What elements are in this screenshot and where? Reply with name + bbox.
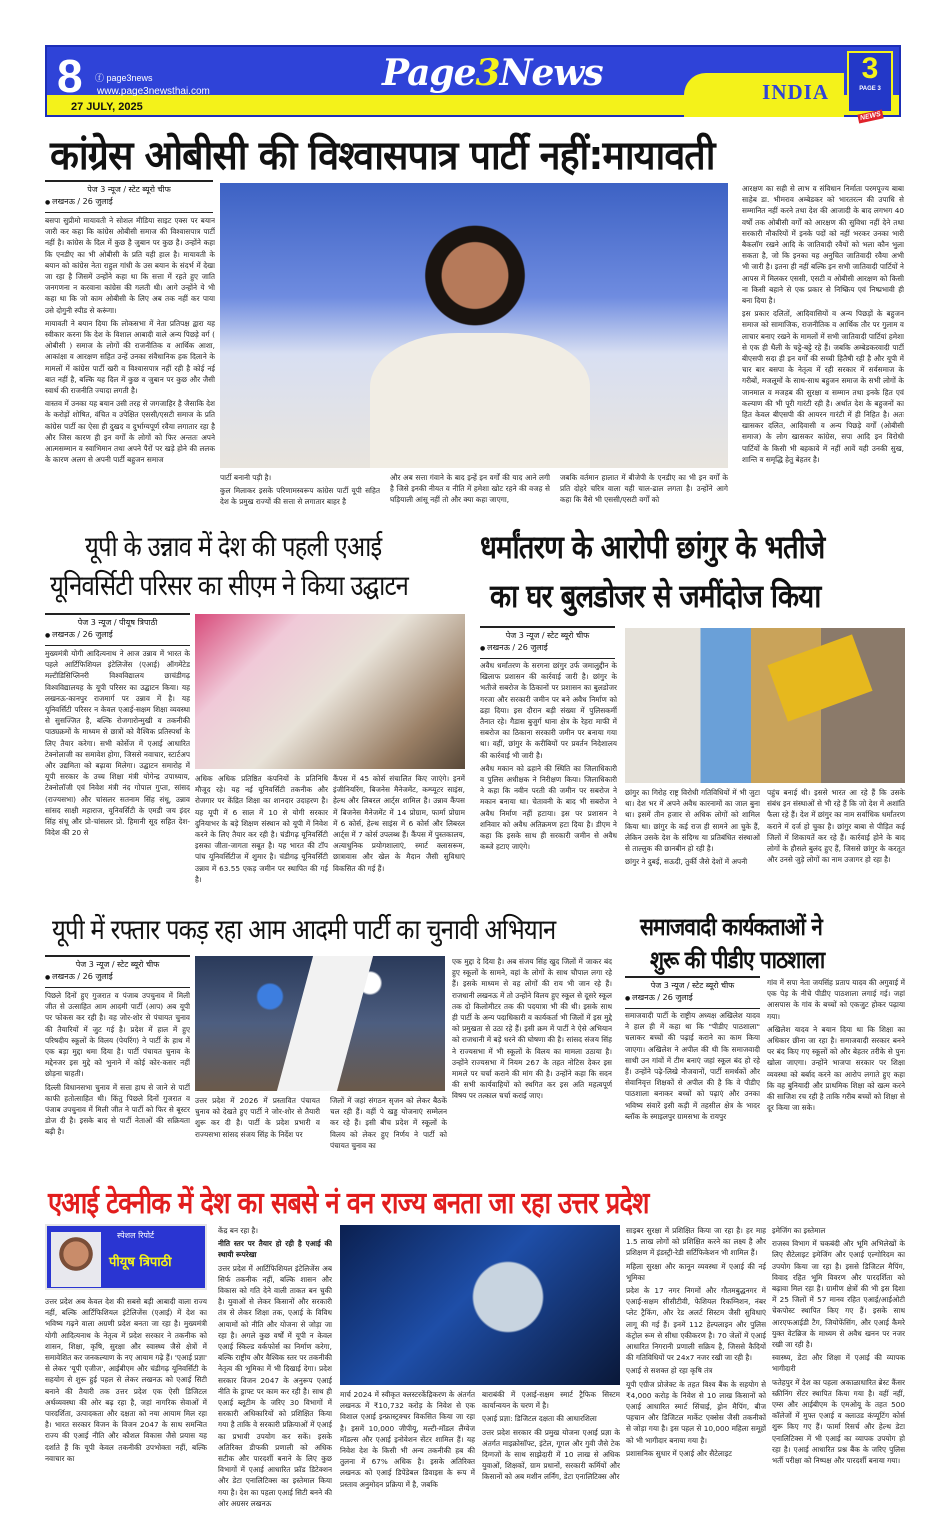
paragraph: इमेजिंग का इस्तेमाल — [772, 1226, 826, 1235]
photo-aap-rally — [195, 956, 445, 1091]
headline-unnao-line2[interactable]: यूनिवर्सिटी परिसर का सीएम ने किया उद्घाटन — [50, 569, 408, 602]
headline-chhangur-line2[interactable]: का घर बुलडोजर से जमींदोज किया — [490, 577, 821, 615]
paragraph: स्वास्थ्य, डेटा और शिक्षा में एआई की व्यापक भागीदारी — [772, 1353, 905, 1374]
paragraph: मार्च 2024 में स्वीकृत क्लस्टरकेंद्रिकरण के अंतर्गत लखनऊ में ₹10,732 करोड़ के निवेश से एक विशाल एआई इन्फ्रास्ट्रक्चर विकसित किया जा रहा है। इसमें 10,000 जीपीयू, मल्टी-मॉडल लैंग्वेज मॉडल्स और एआई इनोवेशन सेंटर शामिल हैं। यह निवेश देश के किसी भी अन्य तकनीकी हब की तुलना में 67% अधिक है। इसके अतिरिक्त लखनऊ को एआई डिपेंडेबल डिवाइस के रूप में प्रस्ताव अनुमोदन प्रक्रिया में है, जबकि — [340, 1390, 475, 1489]
article-column — [333, 773, 465, 908]
article-column — [220, 472, 380, 517]
paragraph: साइबर सुरक्षा में प्रशिक्षित किया जा रहा है। हर माह 1.5 लाख लोगों को प्रशिक्षित करने का लक्ष्य है और प्रशिक्षण में इंडस्ट्री-रेडी सर्टिफिकेशन भी शामिल हैं। — [626, 1226, 766, 1258]
byline-author: पेज 3 न्यूज / स्टेट ब्यूरो चीफ — [87, 185, 171, 194]
byline — [480, 626, 615, 659]
headline-pda-line1[interactable]: समाजवादी कार्यकताओं ने — [640, 913, 822, 941]
headline-chhangur-line1[interactable]: धर्मांतरण के आरोपी छांगुर के भतीजे — [480, 528, 825, 566]
paragraph: दिल्ली विधानसभा चुनाव में सत्ता हाथ से जाने से पार्टी काफी हतोत्साहित थी। किंतु पिछले दिनों गुजरात व पंजाब उपचुनाव में मिली जीत ने पार्टी को फिर से बूस्टर डोज दी है। इसके बाद से पार्टी नेताओं की सक्रियता बढ़ी है। — [45, 1082, 190, 1137]
facebook-handle — [95, 71, 153, 84]
article-column — [390, 472, 550, 517]
paragraph: एक मुद्दा दे दिया है। अब संजय सिंह खुद जिलों में जाकर बंद हुए स्कूलों के सामने, वहां के लोगों के साथ चौपाल लगा रहे हैं। इसके माध्यम से वह लोगों की राय भी जान रहे हैं। राजधानी लखनऊ में तो उन्होंने विलय हुए स्कूल से दूसरे स्कूल तक दो किलोमीटर तक की पदयात्रा भी की थी। इसके साथ ही पार्टी के अन्य पदाधिकारी व कार्यकर्ता भी जिलों में इस मुद्दे को प्रमुखता से उठा रहे हैं। इसी क्रम में पार्टी ने ऐसे अभियान को राजधानी में बड़े धरने की घोषणा की है। सांसद संजय सिंह ने राज्यसभा में भी स्कूलों के विलय का मामला उठाया है। उन्होंने राज्यसभा में नियम 267 के तहत नोटिस देकर इस मामले पर चर्चा कराने की मांग की है। उन्होंने कहा कि सदन की सभी कार्यवाहियों को स्थगित कर इस अति महत्वपूर्ण विषय पर तत्काल चर्चा कराई जाए। — [452, 957, 612, 1101]
masthead-logo — [382, 52, 603, 94]
article-column — [482, 1389, 620, 1527]
paragraph: उत्तर प्रदेश सरकार की प्रमुख योजना एआई प्रज्ञा के अंतर्गत माइक्रोसॉफ्ट, इंटेल, गूगल और गुवी जैसे टेक दिग्गजों के साथ साझेदारी में 10 लाख से अधिक युवाओं, शिक्षकों, ग्राम प्रधानों, सरकारी कर्मियों और किसानों को अब मशीन लर्निंग, डेटा एनालिटिक्स और — [482, 1427, 620, 1482]
article-column — [218, 1225, 332, 1527]
headline-aap[interactable]: यूपी में रफ्तार पकड़ रहा आम आदमी पार्टी का चुनावी अभियान — [52, 913, 556, 946]
photo-subject-body — [370, 333, 590, 468]
article-column — [742, 183, 904, 516]
article-column — [625, 1010, 760, 1167]
edition-label: INDIA — [762, 80, 829, 104]
issue-date: 27 JULY, 2025 — [71, 101, 143, 113]
article-column — [45, 215, 215, 515]
logo-text: PAGE 3 — [859, 86, 881, 92]
article-column — [767, 977, 905, 1167]
paragraph: राजस्व विभाग में चकबंदी और भूमि अभिलेखों के लिए सैटेलाइट इमेजिंग और एआई एल्गोरिदम का उपयोग किया जा रहा है। इससे डिजिटल मैपिंग, विवाद रहित भूमि विवरण और पारदर्शिता को बढ़ावा मिल रहा है। ग्रामीण क्षेत्रों की भी इस दिशा में 25 जिलों में 57 मानव रहित एआई/आईओटी चेकपोस्ट स्थापित किए गए हैं। इसके साथ आरएफआईडी टैग, जियोफेंसिंग, और एआई कैमरे युक्त वेटब्रिज के माध्यम से अवैध खनन पर नजर रखी जा रही है। — [772, 1239, 905, 1350]
paragraph: बसपा सुप्रीमो मायावती ने सोशल मीडिया साइट एक्स पर बयान जारी कर कहा कि कांग्रेस ओबीसी समाज की विश्वासपात्र पार्टी नहीं है। कांग्रेस के दिल में कुछ है जुबान पर कुछ है। उन्होंने कहा कि एनडीए का भी ओबीसी के प्रति यही हाल है। मायावती के बयान को कांग्रेस नेता राहुल गांधी के उस बयान के संदर्भ में देखा जा रहा है जिसमें उन्होंने कहा था कि सत्ता में रहते हुए जाति जनगणना न करवाना कांग्रेस की गलती थी। आगे उन्होंने ये भी कहा था कि जो काम ओबीसी के लिए अब तक नहीं कर पाया उसे दोगुनी स्पीड से करूंगा। — [45, 216, 215, 315]
paragraph: कुल मिलाकर इसके परिणामस्वरूप कांग्रेस पार्टी यूपी सहित देश के प्रमुख राज्यों की सत्ता से लगातार बाहर है — [220, 486, 380, 507]
byline — [45, 955, 190, 988]
paragraph: गांव में सपा नेता जयसिंह प्रताप यादव की अगुवाई में एक पेड़ के नीचे पीडीए पाठशाला लगाई गई। जहां आसपास के गांव के बच्चों को एकजुट होकर पढ़ाया गया। — [767, 978, 905, 1021]
byline-author: पेज 3 न्यूज / स्टेट ब्यूरो चीफ — [505, 631, 590, 640]
paragraph: जबकि वर्तमान हालात में बीजेपी के एनडीए का भी इन वर्गों के प्रति दोहरे चरित्र वाला यही चाल-ढाल लगता है। उन्होंने आगे कहा कि वैसे भी एससी/एसटी वर्गों को — [560, 473, 728, 505]
article-column — [195, 773, 328, 908]
headline-unnao-line1[interactable]: यूपी के उन्नाव में देश की पहली एआई — [85, 530, 382, 563]
author-box — [45, 1224, 207, 1290]
paragraph: उत्तर प्रदेश में 2026 में प्रस्तावित पंचायत चुनाव को देखते हुए पार्टी ने जोर-शोर से तैयारी शुरू कर दी है। पार्टी के प्रदेश प्रभारी व राज्यसभा सांसद संजय सिंह के निर्देश पर — [195, 1096, 320, 1139]
paragraph: अधिक अधिक प्रतिष्ठित कंपनियों के प्रतिनिधि मौजूद रहे। यह नई यूनिवर्सिटी तकनीक और रोजगार पर केंद्रित शिक्षा का शानदार उदाहरण है। यह यूपी में 6 साल में 10 से योगी सरकार दुनियाभर के बड़े शिक्षण संस्थान को यूपी में निवेश करने के लिए तैयार कर रही है। चंडीगढ़ यूनिवर्सिटी इसका जीता-जागता सबूत है। यह भारत की टॉप पांच यूनिवर्सिटीज में शुमार है। चंडीगढ़ यूनिवर्सिटी उन्नाव में 63.55 एकड़ जमीन पर स्थापित की गई है। — [195, 774, 328, 884]
paragraph: इस प्रकार दलितों, आदिवासियों व अन्य पिछड़ों के बहुजन समाज को सामाजिक, राजनीतिक व आर्थिक तौर पर गुलाम व लाचार बनाए रखने के मामलों में सभी जातिवादी पार्टियां हमेशा से एक ही थैली के चट्टे-बट्टे रहे हैं। जबकि अम्बेडकरवादी पार्टी बीएसपी सदा ही इन वर्गों की सच्ची हितैषी रही है और यूपी में चार बार बसपा के नेतृत्व में रही सरकार में सर्वसमाज के गरीबों, मजलूमों के साथ-साथ बहुजन समाज के सभी लोगों के जानमाल व मजहब की सुरक्षा व सम्मान तथा इनके हित एवं कल्याण की भी पूरी गारंटी रही है। अर्थात देश के बहुजनों का हित केवल बीएसपी की आयरन गारंटी में ही निहित है। अतः खासकर दलित, आदिवासी व अन्य पिछड़े वर्गों (ओबीसी समाज) के लोग खासकर कांग्रेस, सपा आदि इन विरोधी पार्टियों के किसी भी बहकावे में नहीं आवें यही उनकी सुख, शान्ति व समृद्धि हेतु बेहतर है। — [742, 309, 904, 464]
article-column — [330, 1095, 447, 1167]
paragraph: जिलों में जहां संगठन सृजन को लेकर बैठकें चल रही हैं। वहीं पे खड्ड योजनाएं सम्मेलन कर रहे हैं। इसी बीच प्रदेश में स्कूलों के विलय को लेकर हुए निर्णय ने पार्टी को पंचायत चुनाव का — [330, 1096, 447, 1150]
paragraph: पिछले दिनों हुए गुजरात व पंजाब उपचुनाव में मिली जीत से उत्साहित आम आदमी पार्टी (आप) अब यूपी पर फोकस कर रही है। वह जोर-शोर से पंचायत चुनाव की तैयारियों में जुट गई है। प्रदेश में हाल में हुए परिषदीय स्कूलों के विलय (पेयरिंग) ने पार्टी के हाथ में एक बड़ा मुद्दा थमा दिया है। पार्टी पंचायत चुनाव के मद्देनजर इस मुद्दे को भुनाने में कोई कोर-कसर नहीं छोड़ना चाहती। — [45, 991, 190, 1079]
author-photo — [51, 1232, 101, 1287]
website-link[interactable]: www.page3newsthai.com — [97, 86, 210, 97]
paragraph: मायावती ने बयान दिया कि लोकसभा में नेता प्रतिपक्ष द्वारा यह स्वीकार करना कि देश के विशाल आबादी वाले अन्य पिछड़े वर्ग ( ओबीसी ) समाज के लोगों की राजनीतिक व आर्थिक आशा, आकांक्षा व आरक्षण सहित उन्हें उनका संवैधानिक हक दिलाने के मामलों में कांग्रेस पार्टी खरी व विश्वासपात्र नहीं रही है कोई नई बात नहीं है, बल्कि यह दिल में कुछ व जुबान पर कुछ और जैसी स्वार्थ की राजनीति ज्यादा लगती है। — [45, 318, 215, 396]
dateline: ● लखनऊ / 26 जुलाई — [625, 992, 760, 1005]
byline — [45, 180, 213, 213]
paragraph: महिला सुरक्षा और कानून व्यवस्था में एआई की नई भूमिका — [626, 1261, 766, 1282]
paragraph: एआई से सशक्त हो रहा कृषि तंत्र — [626, 1366, 713, 1376]
paragraph-group — [218, 1263, 332, 1509]
paragraph: केंद्र बन रहा है। — [218, 1226, 259, 1235]
dateline: ● लखनऊ / 26 जुलाई — [45, 196, 213, 209]
paragraph: अवैध धर्मांतरण के सरगना छांगुर उर्फ जमालुद्दीन के खिलाफ प्रशासन की कार्रवाई जारी है। छांगुर के भतीजे सबरोज के ठिकानों पर प्रशासन का बुलडोजर गरजा और सरकारी जमीन पर बने अवैध निर्माण को ढहा दिया। इस दौरान बड़ी संख्या में पुलिसकर्मी तैनात रहे। गैडास बुजुर्ग थाना क्षेत्र के रेहरा माफी में सबरोज का ठिकाना सरकारी जमीन पर बनाया गया था। वहीं, छांगुर के करीबियों पर प्रवर्तन निदेशालय की कार्रवाई भी जारी है। — [480, 661, 617, 760]
paragraph: छांगुर का गिरोह राष्ट्र विरोधी गतिविधियों में भी जुटा था। देश भर में अपने अवैध कारनामों का जाल बुना था। इसमें तीन हजार से अधिक लोगों को शामिल किया था। छांगुर के कई राज ही सामने आ चुके हैं, लेकिन उसके देश के संदिग्ध या प्रतिबंधित संस्थाओं से ताल्लुक की छानबीन हो रही है। — [625, 788, 760, 854]
photo-ai-robot — [340, 1225, 620, 1385]
byline — [45, 613, 190, 646]
byline-author: पेज 3 न्यूज / पीयूष त्रिपाठी — [77, 618, 158, 627]
photo-banner — [277, 956, 373, 1091]
article-column — [45, 1296, 207, 1526]
logo-digit: 3 — [861, 52, 879, 85]
paragraph: अवैध मकान को ढहाने की स्थिति का जिलाधिकारी व पुलिस अधीक्षक ने निरीक्षण किया। जिलाधिकारी ने कहा कि नवीन परती की जमीन पर सबरोज ने मकान बनाया था। चेतावनी के बाद भी सबरोज ने अवैध निर्माण नहीं हटाया। इस पर प्रशासन ने शनिवार को अवैध अतिक्रमण हटा दिया है। डीएम ने कहा कि इसके साथ ही सरकारी जमीन से अवैध कब्जे हटाए जाएंगे। — [480, 763, 617, 852]
headline-ai-up[interactable]: एआई टेक्नीक में देश का सबसे नं वन राज्य बनता जा रहा उत्तर प्रदेश — [48, 1186, 649, 1221]
article-column — [625, 787, 760, 907]
paragraph: मुख्यमंत्री योगी आदित्यनाथ ने आज उन्नाव में भारत के पहले आर्टिफिशियल इंटेलिजेंस (एआई) ऑगमेंटेड मल्टीडिसिप्लिनरी विश्वविद्यालय छाचंडीगढ़ विश्वविद्यालयह के यूपी परिसर का उद्घाटन किया। यह लखनऊ-कानपुर राजमार्ग पर उन्नाव में है। यह यूनिवर्सिटी परिसर न केवल एआई-सक्षम शिक्षा व्यवस्था से सुसज्जित है, बल्कि रोजगारोन्मुखी व तकनीकी पाठ्यक्रमों के माध्यम से छात्रों को वैश्विक प्रतिस्पर्धा के लिए तैयार करेगा। सभी कोर्सेज में एआई आधारित टेक्नोलाजी का समावेश होगा, जिससे नवाचार, स्टार्टअप और उद्यमिता को बढ़ावा मिलेगा। उद्घाटन समारोह में यूपी सरकार के उच्च शिक्षा मंत्री योगेन्द्र उपाध्याय, टेक्नोलॉजी एवं निवेश मंत्री नंद गोपाल गुप्ता, सांसद (राज्यसभा) और चांसलर सतनाम सिंह संधू, उन्नाव सांसद साक्षी महाराज, यूनिवर्सिटी के एमडी जय इंदर सिंह संधू और प्रो-चांसलर प्रो. हिमानी सूद सहित देश-विदेश की 20 से — [45, 649, 190, 838]
paragraph: पहुंच बनाई थी। इससे भारत आ रहे हैं कि उसके संबंध इन संस्थाओं से भी रहे हैं कि जो देश में अशांति फैला रहे हैं। देश में छांगुर का नाम सर्वाधिक धर्मांतरण कराने में दर्ज हो चुका है। छांगुर बाबा से पीड़ित कई जिलों में शिकायतें कर रहे हैं। कार्रवाई होने के बाद लोगों के हौसले बुलंद हुए हैं, जिससे छांगुर के करतूत और उनसे जुड़े लोगों का नाम उजागर हो रहा है। — [767, 788, 905, 865]
facebook-text: page3news — [106, 73, 153, 83]
logo-word-news: News — [499, 52, 603, 94]
article-column — [45, 648, 190, 908]
dateline: ● लखनऊ / 26 जुलाई — [45, 971, 190, 984]
paragraph: कैंपस में 45 कोर्स संचालित किए जाएंगे। इनमें इंजीनियरिंग, बिजनेस मैनेजमेंट, कम्प्यूटर साइंस, हेल्थ और लिबरल आर्ट्स शामिल है। उन्नाव कैंपस में बिजनेस मैनेजमेंट में 14 प्रोग्राम, फार्मा प्रोग्राम में 6 कोर्स, हेल्थ साइंस में 6 कोर्स और लिबरल आर्ट्स में 7 कोर्स उपलब्ध हैं। कैंपस में पुस्तकालय, अत्याधुनिक प्रयोगशालाएं, स्मार्ट क्लासरूम, छात्रावास और खेल के मैदान जैसी सुविधाएं विकसित की गई हैं। — [333, 774, 465, 873]
article-column — [480, 660, 617, 908]
headline-pda-line2[interactable]: शुरू की पीडीए पाठशाला — [650, 946, 825, 974]
paragraph: वास्तव में उनका यह बयान उसी तरह से जगजाहिर है जैसाकि देश के करोड़ों शोषित, वंचित व उपेक्षित एससी/एसटी समाज के प्रति कांग्रेस पार्टी का ऐसा ही दुखद व दुर्भाग्यपूर्ण रवैया लगातार रहा है और जिस कारण ही इन वर्गों के लोगों को फिर अन्ततः अपने आत्मसम्मान व स्वाभिमान तथा अपने पैरों पर खड़े होने की ललक के कारण अलग से अपनी पार्टी बहुजन समाज — [45, 399, 215, 465]
paragraph: उत्तर प्रदेश में आर्टिफिशियल इंटेलिजेंस अब सिर्फ तकनीक नहीं, बल्कि शासन और विकास को गति देने वाली ताकत बन चुकी है। युवाओं से लेकर किसानों और सरकारी तंत्र से लेकर शिक्षा तक, एआई के विविध आयामों को नीति और योजना से जोड़ा जा रहा है। अगले कुछ वर्षों में यूपी न केवल एआई स्किल्ड वर्कफोर्स का निर्माण करेगा, बल्कि राष्ट्रीय और वैश्विक स्तर पर तकनीकी नेतृत्व की भूमिका में भी दिखाई देगा। प्रदेश सरकार विजन 2047 के अनुरूप एआई नीति के ड्राफ्ट पर काम कर रही है। साथ ही एआई ब्लूटीम के जरिए 30 विभागों में सरकारी अधिकारियों को प्रशिक्षित किया गया है ताकि वे सरकारी प्रक्रियाओं में एआई का प्रभावी उपयोग कर सकें। इसके अतिरिक्त डीफकी प्रणाली को अधिक सटीक और पारदर्शी बनाने के लिए कुछ विभागों में एआई आधारित फ्रॉड डिटेक्शन और डेटा एनालिटिक्स का इस्तेमाल किया गया है। देश का पहला एआई सिटी बनने की ओर अग्रसर लखनऊ — [218, 1263, 332, 1508]
logo-number: 3 — [475, 52, 500, 94]
author-name: पीयूष त्रिपाठी — [109, 1255, 172, 1270]
headline-mayawati[interactable]: कांग्रेस ओबीसी की विश्वासपात्र पार्टी नहीं:मायावती — [50, 133, 715, 179]
paragraph: प्रशासनिक सुधार में एआई और सैटेलाइट — [626, 1448, 732, 1458]
paragraph: यूपी एग्रीज प्रोजेक्ट के तहत विश्व बैंक के सहयोग से ₹4,000 करोड़ के निवेश से 10 लाख किसानों को एआई आधारित स्मार्ट सिंचाई, ड्रोन मैपिंग, बीज पहचान और डिजिटल मार्केट एक्सेस जैसी तकनीकों से जोड़ा गया है। इस पहल से 10,000 महिला समूहों को भी भागीदार बनाया गया है। — [626, 1379, 766, 1445]
dateline: ● लखनऊ / 26 जुलाई — [45, 629, 190, 642]
paragraph: बाराबंकी में एआई-सक्षम स्मार्ट ट्रैफिक सिस्टम कार्यान्वयन के चरण में है। — [482, 1390, 620, 1411]
byline-author: पेज 3 न्यूज / स्टेट ब्यूरो चीफ — [75, 960, 160, 969]
article-column — [195, 1095, 320, 1167]
byline-author: पेज 3 न्यूज / स्टेट ब्यूरो चीफ — [650, 981, 735, 990]
logo-word-page: Page — [382, 52, 476, 94]
article-column — [45, 990, 190, 1168]
paragraph: एआई प्रज्ञा: डिजिटल दक्षता की आधारशिला — [482, 1414, 597, 1424]
masthead — [45, 45, 901, 123]
paragraph: समाजवादी पार्टी के राष्ट्रीय अध्यक्ष अखिलेश यादव ने हाल ही में कहा था कि "पीडीए पाठशाला" चलाकर बच्चों की पढ़ाई कराने का काम किया जाएगा। अखिलेश ने अपील की थी कि समाजवादी साथी उन गांवों में टीम बनाएं जहां स्कूल बंद हो रहे हैं। उन्होंने पढ़े-लिखे नौजवानों, पार्टी समर्थकों और सेवानिवृत्त शिक्षकों से अपील की है कि वे पीडीए पाठशाला बनाकर बच्चों को पढ़ाएं और उनका भविष्य संवारें इसी कड़ी में तहसील क्षेत्र के भादर ब्लॉक के स्माइलपुर ग्रामसभा के रायपुर — [625, 1011, 760, 1121]
paragraph: फतेहपुर में देश का पहला अकाळाधारित ब्रेस्ट कैंसर स्क्रीनिंग सेंटर स्थापित किया गया है। वहीं नहीं, एम्स और आईबीएम के एमओयू के तहत 500 कॉलेजों में मुफ्त एआई व क्लाउड कंप्यूटिंग कोर्स शुरू किए गए हैं। फार्मा रिसर्च और हेल्थ डेटा एनालिटिक्स में भी एआई का व्यापक उपयोग हो रहा है। एआई आधारित प्रश्न बैंक के जरिए पुलिस भर्ती परीक्षा को निष्पक्ष और पारदर्शी बनाया गया। — [772, 1377, 905, 1466]
paragraph: छांगुर ने दुबई, सऊदी, तुर्की जैसे देशों में अपनी — [625, 857, 748, 867]
article-column — [452, 956, 612, 1166]
logo-badge: NEWS — [857, 109, 883, 123]
article-column — [772, 1225, 905, 1527]
article-column — [560, 472, 728, 517]
photo-university-inauguration — [195, 614, 465, 769]
article-column — [626, 1225, 766, 1527]
article-column — [340, 1389, 475, 1527]
paragraph: आरक्षण का सही से लाभ व संविधान निर्माता परमपूज्य बाबा साहेब डा. भीमराव अम्बेडकर को भारतरत्न की उपाधि से सम्मानित नहीं करने तथा देश की आजादी के बाद लगभग 40 वर्षों तक ओबीसी वर्गों को आरक्षण की सुविधा नहीं देने तथा सरकारी नौकरियों में इनके पदों को नहीं भरकर उनका भारी बैकलॉग रखने आदि के जातिवादी रवैयों को भला कौन भुला सकता है, जो कि इनका यह अनुचित जातिवादी रवैया अभी भी जारी है। इतना ही नहीं बल्कि इन सभी जातिवादी पार्टियों ने आपस में मिलकर एससी, एसटी व ओबीसी आरक्षण को किसी ना किसी बहाने से एक प्रकार से निष्क्रिय एवं निष्प्रभावी ही बना दिया है। — [742, 184, 904, 306]
paragraph: और अब सत्ता गंवाने के बाद इन्हें इन वर्गों की याद आने लगी है जिसे इनकी नीयत व नीति में हमेशा खोट रहने की वजह से घड़ियाली आंसू नहीं तो और क्या कहा जाएगा, — [390, 473, 550, 505]
article-column — [767, 787, 905, 907]
facebook-icon: ⓕ — [95, 73, 107, 83]
dateline: ● लखनऊ / 26 जुलाई — [480, 642, 615, 655]
paragraph: प्रदेश के 17 नगर निगमों और गौतमबुद्धनगर में एआई-सक्षम सीसीटीवी, फेशियल रिकग्निशन, नंबर प्लेट ट्रैकिंग, और रेड अलर्ट सिस्टम जैसी सुविधाएं लागू की गई हैं। इनमें 112 हेल्पलाइन और पुलिस कंट्रोल रूम से सीधा एकीकरण है। 70 जेलों में एआई आधारित निगरानी प्रणाली सक्रिय है, जिससे कैदियों की गतिविधियों पर 24x7 नजर रखी जा रही है। — [626, 1286, 766, 1363]
photo-mayawati — [220, 183, 728, 468]
brand-logo — [847, 51, 893, 123]
bulldozer-arm — [767, 634, 872, 721]
paragraph: अखिलेश यादव ने बयान दिया था कि शिक्षा का अधिकार छीना जा रहा है। समाजवादी सरकार बनने पर बंद किए गए स्कूलों को और बेहतर तरीके से पुनः खोला जाएगा। उन्होंने भाजपा सरकार पर शिक्षा व्यवस्था को बर्बाद करने का आरोप लगाते हुए कहा कि वह बुनियादी और प्राथमिक शिक्षा को खत्म करने की साजिश रच रही है ताकि गरीब बच्चों को शिक्षा से दूर किया जा सके। — [767, 1024, 905, 1113]
subheading: नीति स्तर पर तैयार हो रही है एआई की स्थायी रूपरेखा — [218, 1239, 332, 1260]
special-report-label: स्पेशल रिपोर्ट — [117, 1231, 155, 1240]
page-number: 8 — [57, 50, 83, 102]
paragraph: पार्टी बनानी पड़ी है। — [220, 473, 272, 482]
paragraph: उत्तर प्रदेश अब केवल देश की सबसे बड़ी आबादी वाला राज्य नहीं, बल्कि आर्टिफिशियल इंटेलिजेंस (एआई) में देश का भविष्य गढ़ने वाला अग्रणी प्रदेश बनता जा रहा है। मुख्यमंत्री योगी आदित्यनाथ के नेतृत्व में प्रदेश सरकार ने तकनीक को शासन, शिक्षा, कृषि, सुरक्षा और स्वास्थ्य जैसे क्षेत्रों में समावेशित कर जनकल्याण के नए आयाम गढ़े हैं। 'एआई प्रज्ञा' से लेकर 'यूपी एजीज', आईबीएम और चंडीगढ़ यूनिवर्सिटी के सहयोग से शुरू हुई पहल से लेकर लखनऊ को एआई सिटी बनाने की तैयारी तक उत्तर प्रदेश एक ऐसी डिजिटल अर्थव्यवस्था की ओर बढ़ रहा है, जहां नागरिक सेवाओं में पारदर्शिता, उत्पादकता और दक्षता को नया आयाम मिल रहा है। भारत सरकार विजन के विजन 2047 के साथ समन्वित राज्य की एआई नीति और कौशल विकास जैसे प्रयास यह दर्शाते हैं कि यूपी केवल तकनीकी उपभोक्ता नहीं, बल्कि नवाचार का — [45, 1297, 207, 1463]
byline — [625, 976, 760, 1009]
photo-bulldozer — [625, 628, 905, 783]
